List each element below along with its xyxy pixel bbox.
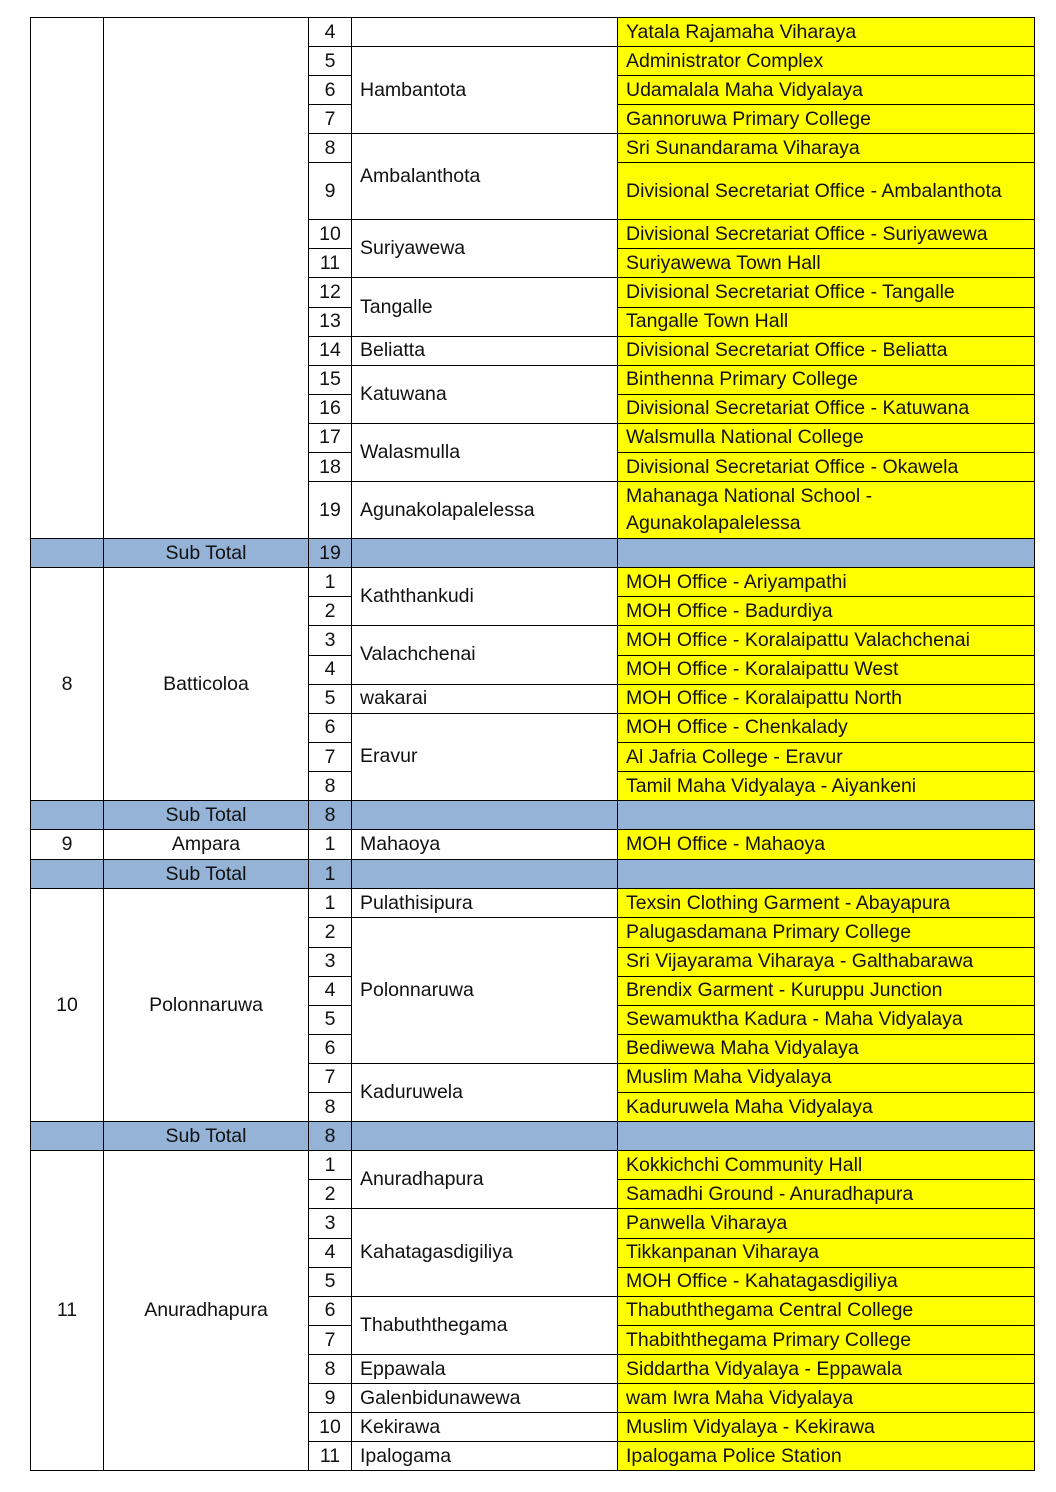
divisional-secretariat: Tangalle [352, 278, 618, 336]
subtotal-blank [31, 801, 104, 830]
district-name: Batticoloa [104, 568, 309, 801]
subtotal-blank [618, 1122, 1035, 1151]
row-index: 4 [309, 18, 352, 47]
location-cell: MOH Office - Koralaipattu Valachchenai [618, 626, 1035, 656]
subtotal-label: Sub Total [104, 801, 309, 830]
row-index: 12 [309, 278, 352, 307]
location-cell: Kaduruwela Maha Vidyalaya [618, 1093, 1035, 1122]
location-cell: Siddartha Vidyalaya - Eppawala [618, 1355, 1035, 1384]
row-index: 11 [309, 1442, 352, 1471]
row-index: 5 [309, 1267, 352, 1296]
location-cell: Sri Sunandarama Viharaya [618, 134, 1035, 163]
subtotal-row [31, 801, 1035, 830]
divisional-secretariat: wakarai [352, 684, 618, 713]
divisional-secretariat: Eravur [352, 713, 618, 801]
location-cell: Suriyawewa Town Hall [618, 249, 1035, 278]
row-index: 2 [309, 597, 352, 626]
district-name: Anuradhapura [104, 1151, 309, 1471]
location-cell: Divisional Secretariat Office - Okawela [618, 453, 1035, 482]
subtotal-blank [31, 539, 104, 568]
subtotal-blank [31, 860, 104, 889]
divisional-secretariat: Galenbidunawewa [352, 1384, 618, 1413]
row-index: 7 [309, 743, 352, 772]
divisional-secretariat: Walasmulla [352, 423, 618, 481]
distribution-table [30, 17, 1035, 1471]
row-index: 11 [309, 249, 352, 278]
location-cell: Brendix Garment - Kuruppu Junction [618, 976, 1035, 1005]
row-index: 3 [309, 626, 352, 656]
divisional-secretariat: Beliatta [352, 336, 618, 365]
location-cell: Binthenna Primary College [618, 365, 1035, 394]
row-index: 1 [309, 1151, 352, 1180]
district-name: Polonnaruwa [104, 889, 309, 1122]
divisional-secretariat: Thabuththegama [352, 1296, 618, 1355]
row-index: 3 [309, 1209, 352, 1239]
location-cell: Panwella Viharaya [618, 1209, 1035, 1239]
location-cell: MOH Office - Badurdiya [618, 597, 1035, 626]
subtotal-blank [352, 1122, 618, 1151]
table-row [31, 889, 1035, 918]
subtotal-blank [31, 1122, 104, 1151]
subtotal-row [31, 1122, 1035, 1151]
divisional-secretariat: Suriyawewa [352, 220, 618, 278]
row-index: 1 [309, 568, 352, 597]
divisional-secretariat [352, 18, 618, 47]
location-cell: Tikkanpanan Viharaya [618, 1238, 1035, 1267]
row-index: 15 [309, 365, 352, 394]
divisional-secretariat: Eppawala [352, 1355, 618, 1384]
location-cell: Muslim Maha Vidyalaya [618, 1063, 1035, 1093]
row-index: 8 [309, 1093, 352, 1122]
district-name-cell [104, 18, 309, 539]
location-cell: Divisional Secretariat Office - Tangalle [618, 278, 1035, 307]
row-index: 8 [309, 772, 352, 801]
row-index: 4 [309, 976, 352, 1005]
location-cell: Tangalle Town Hall [618, 307, 1035, 336]
divisional-secretariat: Katuwana [352, 365, 618, 423]
divisional-secretariat: Kaththankudi [352, 568, 618, 626]
row-index: 9 [309, 163, 352, 220]
row-index: 6 [309, 1034, 352, 1063]
row-index: 6 [309, 1296, 352, 1326]
row-index: 4 [309, 655, 352, 684]
row-index: 1 [309, 830, 352, 860]
district-number: 8 [31, 568, 104, 801]
location-cell: Thabuththegama Central College [618, 1296, 1035, 1326]
location-cell: Divisional Secretariat Office - Ambalanthota [618, 163, 1035, 220]
subtotal-row [31, 539, 1035, 568]
divisional-secretariat: Anuradhapura [352, 1151, 618, 1209]
divisional-secretariat: Kaduruwela [352, 1063, 618, 1122]
divisional-secretariat: Ipalogama [352, 1442, 618, 1471]
subtotal-blank [618, 860, 1035, 889]
subtotal-count: 19 [309, 539, 352, 568]
divisional-secretariat: Ambalanthota [352, 134, 618, 220]
location-cell: MOH Office - Chenkalady [618, 713, 1035, 743]
row-index: 5 [309, 684, 352, 713]
location-cell: Samadhi Ground - Anuradhapura [618, 1180, 1035, 1209]
location-cell: Divisional Secretariat Office - Suriyawewa [618, 220, 1035, 249]
row-index: 3 [309, 947, 352, 976]
subtotal-count: 8 [309, 801, 352, 830]
location-cell: Sewamuktha Kadura - Maha Vidyalaya [618, 1005, 1035, 1034]
subtotal-row [31, 860, 1035, 889]
row-index: 13 [309, 307, 352, 336]
row-index: 7 [309, 105, 352, 134]
district-number: 11 [31, 1151, 104, 1471]
location-cell: MOH Office - Ariyampathi [618, 568, 1035, 597]
subtotal-blank [618, 539, 1035, 568]
table-row [31, 830, 1035, 860]
location-cell: MOH Office - Kahatagasdigiliya [618, 1267, 1035, 1296]
row-index: 17 [309, 423, 352, 452]
row-index: 2 [309, 918, 352, 948]
location-cell: Walsmulla National College [618, 423, 1035, 452]
divisional-secretariat: Pulathisipura [352, 889, 618, 918]
location-cell: Divisional Secretariat Office - Katuwana [618, 394, 1035, 423]
district-number: 9 [31, 830, 104, 860]
subtotal-label: Sub Total [104, 860, 309, 889]
location-cell: Sri Vijayarama Viharaya - Galthabarawa [618, 947, 1035, 976]
row-index: 14 [309, 336, 352, 365]
row-index: 2 [309, 1180, 352, 1209]
location-cell: Bediwewa Maha Vidyalaya [618, 1034, 1035, 1063]
location-cell: Tamil Maha Vidyalaya - Aiyankeni [618, 772, 1035, 801]
location-cell: Udamalala Maha Vidyalaya [618, 76, 1035, 105]
location-cell: MOH Office - Koralaipattu West [618, 655, 1035, 684]
row-index: 5 [309, 1005, 352, 1034]
district-name: Ampara [104, 830, 309, 860]
location-cell: Mahanaga National School - Agunakolapalelessa [618, 482, 1035, 539]
location-cell: Administrator Complex [618, 47, 1035, 76]
table-row [31, 568, 1035, 597]
table-row [31, 18, 1035, 47]
row-index: 6 [309, 713, 352, 743]
location-cell: Yatala Rajamaha Viharaya [618, 18, 1035, 47]
subtotal-label: Sub Total [104, 1122, 309, 1151]
table-row [31, 1151, 1035, 1180]
row-index: 19 [309, 482, 352, 539]
subtotal-blank [352, 860, 618, 889]
row-index: 10 [309, 220, 352, 249]
row-index: 8 [309, 1355, 352, 1384]
subtotal-count: 1 [309, 860, 352, 889]
divisional-secretariat: Valachchenai [352, 626, 618, 685]
divisional-secretariat: Agunakolapalelessa [352, 482, 618, 539]
location-cell: Muslim Vidyalaya - Kekirawa [618, 1413, 1035, 1442]
location-cell: Al Jafria College - Eravur [618, 743, 1035, 772]
row-index: 5 [309, 47, 352, 76]
subtotal-blank [352, 801, 618, 830]
district-number: 10 [31, 889, 104, 1122]
row-index: 6 [309, 76, 352, 105]
row-index: 7 [309, 1063, 352, 1093]
row-index: 16 [309, 394, 352, 423]
location-cell: MOH Office - Mahaoya [618, 830, 1035, 860]
row-index: 7 [309, 1326, 352, 1355]
location-cell: Gannoruwa Primary College [618, 105, 1035, 134]
district-number-cell [31, 18, 104, 539]
row-index: 9 [309, 1384, 352, 1413]
row-index: 8 [309, 134, 352, 163]
location-cell: Ipalogama Police Station [618, 1442, 1035, 1471]
subtotal-blank [618, 801, 1035, 830]
location-cell: Divisional Secretariat Office - Beliatta [618, 336, 1035, 365]
subtotal-label: Sub Total [104, 539, 309, 568]
divisional-secretariat: Polonnaruwa [352, 918, 618, 1064]
divisional-secretariat: Mahaoya [352, 830, 618, 860]
row-index: 1 [309, 889, 352, 918]
divisional-secretariat: Hambantota [352, 47, 618, 134]
divisional-secretariat: Kahatagasdigiliya [352, 1209, 618, 1297]
row-index: 18 [309, 453, 352, 482]
subtotal-blank [352, 539, 618, 568]
location-cell: Texsin Clothing Garment - Abayapura [618, 889, 1035, 918]
location-cell: Palugasdamana Primary College [618, 918, 1035, 948]
location-cell: Thabiththegama Primary College [618, 1326, 1035, 1355]
row-index: 10 [309, 1413, 352, 1442]
location-cell: MOH Office - Koralaipattu North [618, 684, 1035, 713]
location-cell: Kokkichchi Community Hall [618, 1151, 1035, 1180]
location-cell: wam Iwra Maha Vidyalaya [618, 1384, 1035, 1413]
row-index: 4 [309, 1238, 352, 1267]
divisional-secretariat: Kekirawa [352, 1413, 618, 1442]
subtotal-count: 8 [309, 1122, 352, 1151]
